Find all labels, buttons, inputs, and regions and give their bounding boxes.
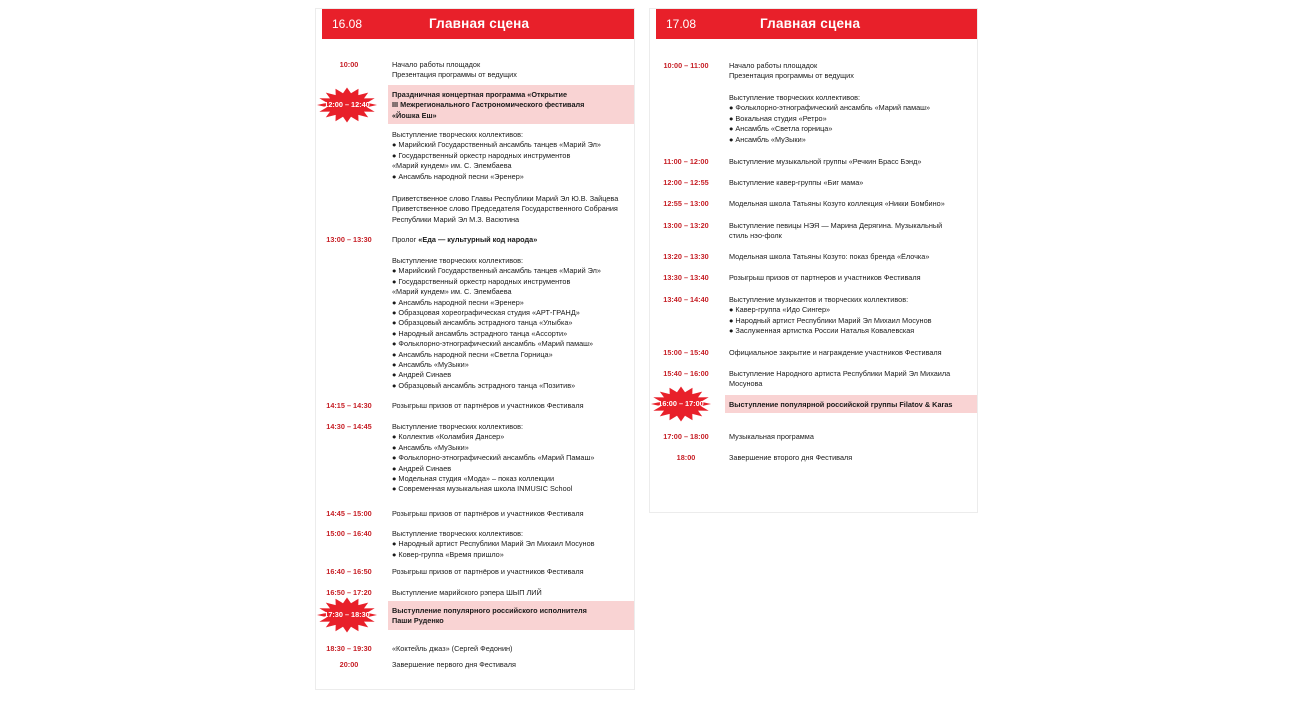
event-line: Выступление творческих коллективов: xyxy=(392,256,524,265)
event-line: ● Ансамбль народной песни «Светла Горница» xyxy=(392,349,553,359)
event-line: ● Ансамбль «МуЗыки» xyxy=(392,442,469,452)
event-line: стиль нэо-фолк xyxy=(729,231,782,241)
event-line: Презентация программы от ведущих xyxy=(392,70,517,80)
event-description xyxy=(392,660,516,670)
stage-title: Главная сцена xyxy=(429,16,530,31)
time-starburst-badge xyxy=(650,386,712,422)
time-label: 15:40 – 16:00 xyxy=(663,369,709,378)
event-line: Официальное закрытие и награждение участников Фестиваля xyxy=(729,348,942,357)
schedule-day-2 xyxy=(649,8,978,513)
time-label: 15:00 – 16:40 xyxy=(326,529,372,538)
time-label: 18:30 – 19:30 xyxy=(326,644,372,653)
time-starburst-badge xyxy=(316,597,378,633)
event-line: ● Модельная студия «Мода» – показ коллекции xyxy=(392,474,555,484)
event-line: Выступление музыкальной группы «Речкин Брасс Бэнд» xyxy=(729,157,922,166)
event-line: ● Образцовый ансамбль эстрадного танца «Улыбка» xyxy=(392,318,573,328)
time-label: 16:50 – 17:20 xyxy=(326,588,372,597)
time-label: 20:00 xyxy=(339,660,359,669)
event-line: Выступление творческих коллективов: xyxy=(729,93,861,102)
event-description xyxy=(392,401,584,411)
event-line: Выступление творческих коллективов: xyxy=(392,529,524,538)
event-line: ● Заслуженная артистка России Наталья Ковалевская xyxy=(729,326,915,336)
event-line: III Межрегионального Гастрономического фестиваля xyxy=(392,100,585,110)
event-line: Паши Руденко xyxy=(392,616,444,626)
event-line: ● Ковер-группа «Время пришло» xyxy=(392,549,504,559)
event-line: ● Андрей Синаев xyxy=(392,370,452,380)
time-label: 14:45 – 15:00 xyxy=(326,509,372,518)
event-line: ● Народный ансамбль эстрадного танца «Ассорти» xyxy=(392,328,568,338)
time-label: 17:30 – 18:30 xyxy=(324,610,370,620)
event-line: ● Ансамбль «Светла горница» xyxy=(729,124,833,134)
event-line: ● Марийский Государственный ансамбль танцев «Марий Эл» xyxy=(392,266,601,276)
time-label: 14:30 – 14:45 xyxy=(326,422,372,431)
event-description xyxy=(392,588,542,598)
event-description xyxy=(729,295,932,337)
event-line: ● Современная музыкальная школа INMUSIC School xyxy=(392,484,573,494)
event-line: Розыгрыш призов от партнёров и участников Фестиваля xyxy=(392,401,584,410)
event-line: Розыгрыш призов от партнёров и участников Фестиваля xyxy=(392,567,584,576)
event-description xyxy=(392,509,584,519)
event-description xyxy=(729,61,854,82)
event-line: ● Вокальная студия «Ретро» xyxy=(729,113,827,123)
time-label: 12:00 – 12:55 xyxy=(663,178,709,187)
stage-title: Главная сцена xyxy=(760,16,861,31)
event-line: Розыгрыш призов от партнеров и участников Фестиваля xyxy=(729,273,921,282)
event-description xyxy=(392,235,537,245)
event-line: Выступление Народного артиста Республики Марий Эл Михаила xyxy=(729,369,951,378)
event-line: Выступление популярного российского исполнителя xyxy=(392,606,587,615)
day-date: 17.08 xyxy=(666,17,697,31)
event-description xyxy=(392,606,587,627)
event-line: Завершение первого дня Фестиваля xyxy=(392,660,516,669)
event-line: Выступление марийского рэпера ШЫП ЛИЙ xyxy=(392,588,542,597)
event-description xyxy=(729,199,945,209)
event-line: «Марий кундем» им. С. Элембаева xyxy=(392,161,512,171)
time-label: 12:00 – 12:40 xyxy=(324,99,370,109)
event-description xyxy=(729,157,921,167)
event-line: ● Ансамбль народной песни «Эренер» xyxy=(392,171,524,181)
event-line: Модельная школа Татьяны Козуто: показ бренда «Ёлочка» xyxy=(729,252,930,261)
day-header xyxy=(322,9,634,39)
event-line: ● Марийский Государственный ансамбль танцев «Марий Эл» xyxy=(392,140,601,150)
time-label: 13:30 – 13:40 xyxy=(663,273,709,282)
time-label: 13:20 – 13:30 xyxy=(663,252,709,261)
time-label: 13:00 – 13:20 xyxy=(663,221,709,230)
event-line: ● Государственный оркестр народных инструментов xyxy=(392,276,571,286)
event-line: ● Коллектив «Коламбия Дансер» xyxy=(392,432,505,442)
event-description xyxy=(392,567,584,577)
event-line: Завершение второго дня Фестиваля xyxy=(729,453,853,462)
time-label: 17:00 – 18:00 xyxy=(663,432,709,441)
time-label: 13:00 – 13:30 xyxy=(326,235,372,244)
event-line: «Марий кундем» им. С. Элембаева xyxy=(392,287,512,297)
event-line: ● Народный артист Республики Марий Эл Михаил Мосунов xyxy=(729,315,932,325)
event-line: Выступление творческих коллективов: xyxy=(392,422,524,431)
time-label: 12:55 – 13:00 xyxy=(663,199,709,208)
time-label: 16:40 – 16:50 xyxy=(326,567,372,576)
event-line: Выступление музыкантов и творческих коллективов: xyxy=(729,295,909,304)
event-line: ● Государственный оркестр народных инструментов xyxy=(392,150,571,160)
event-line: «Коктейль джаз» (Сергей Федонин) xyxy=(392,644,513,653)
time-label: 10:00 – 11:00 xyxy=(663,61,709,70)
event-line: Начало работы площадок xyxy=(392,60,481,69)
event-line: Приветственное слово Главы Республики Марий Эл Ю.В. Зайцева xyxy=(392,194,619,203)
event-line: Презентация программы от ведущих xyxy=(729,71,854,81)
event-description xyxy=(392,130,601,182)
event-description xyxy=(392,529,595,560)
time-label: 16:00 – 17:00 xyxy=(658,399,704,409)
time-label: 13:40 – 14:40 xyxy=(663,295,709,304)
event-description xyxy=(729,453,852,463)
event-line: Розыгрыш призов от партнёров и участников Фестиваля xyxy=(392,509,584,518)
schedule-day-1 xyxy=(315,8,635,690)
event-line: ● Кавер-группа «Идо Сингер» xyxy=(729,305,831,315)
event-description xyxy=(392,422,594,495)
event-line: ● Фольклорно-этнографический ансамбль «Марий памаш» xyxy=(392,339,594,349)
event-line: Модельная школа Татьяны Козуто коллекция «Никки Бомбино» xyxy=(729,199,945,208)
event-line: Праздничная концертная программа «Открытие xyxy=(392,90,568,99)
time-label: 14:15 – 14:30 xyxy=(326,401,372,410)
event-line: Выступление популярной российской группы Filatov & Karas xyxy=(729,400,953,409)
event-description xyxy=(729,369,950,390)
day-date: 16.08 xyxy=(332,17,363,31)
event-line: ● Ансамбль народной песни «Эренер» xyxy=(392,297,524,307)
event-description xyxy=(729,93,930,145)
event-description xyxy=(392,60,517,81)
time-label: 10:00 xyxy=(339,60,359,69)
event-description xyxy=(729,221,942,242)
event-line: ● Фольклорно-этнографический ансамбль «Марий памаш» xyxy=(729,103,931,113)
event-description xyxy=(729,273,921,283)
event-description xyxy=(729,432,814,442)
event-line: ● Ансамбль «МуЗыки» xyxy=(392,360,469,370)
event-lead: Пролог xyxy=(392,235,419,244)
event-line: «Йошка Еш» xyxy=(392,110,437,120)
event-description xyxy=(392,194,618,225)
event-line: Мосунова xyxy=(729,379,763,389)
event-description xyxy=(392,90,584,121)
event-line: ● Образцовая хореографическая студия «АРТ-ГРАНД» xyxy=(392,308,580,318)
time-label: 11:00 – 12:00 xyxy=(663,157,709,166)
event-line: Республики Марий Эл М.З. Васютина xyxy=(392,214,520,224)
event-line: ● Образцовый ансамбль эстрадного танца «Позитив» xyxy=(392,380,576,390)
day-header xyxy=(656,9,977,39)
event-title-bold: «Еда — культурный код народа» xyxy=(418,235,538,244)
event-line: Приветственное слово Председателя Государственного Собрания xyxy=(392,204,618,214)
event-description xyxy=(729,348,942,358)
event-description xyxy=(729,400,952,410)
time-label: 18:00 xyxy=(676,453,696,462)
event-description xyxy=(729,178,863,188)
event-line: ● Ансамбль «МуЗыки» xyxy=(729,134,806,144)
event-description xyxy=(392,644,512,654)
time-label: 15:00 – 15:40 xyxy=(663,348,709,357)
event-line: ● Народный артист Республики Марий Эл Михаил Мосунов xyxy=(392,539,595,549)
event-description xyxy=(392,256,601,391)
event-line: Выступление кавер-группы «Биг мама» xyxy=(729,178,864,187)
event-line: ● Андрей Синаев xyxy=(392,463,452,473)
event-line: Выступление творческих коллективов: xyxy=(392,130,524,139)
event-description xyxy=(729,252,929,262)
event-line: Начало работы площадок xyxy=(729,61,818,70)
event-line: Выступление певицы НЭЯ — Марина Дерягина. Музыкальный xyxy=(729,221,943,230)
time-starburst-badge xyxy=(316,87,378,123)
event-line: Музыкальная программа xyxy=(729,432,814,441)
event-line: ● Фольклорно-этнографический ансамбль «Марий Памаш» xyxy=(392,453,595,463)
